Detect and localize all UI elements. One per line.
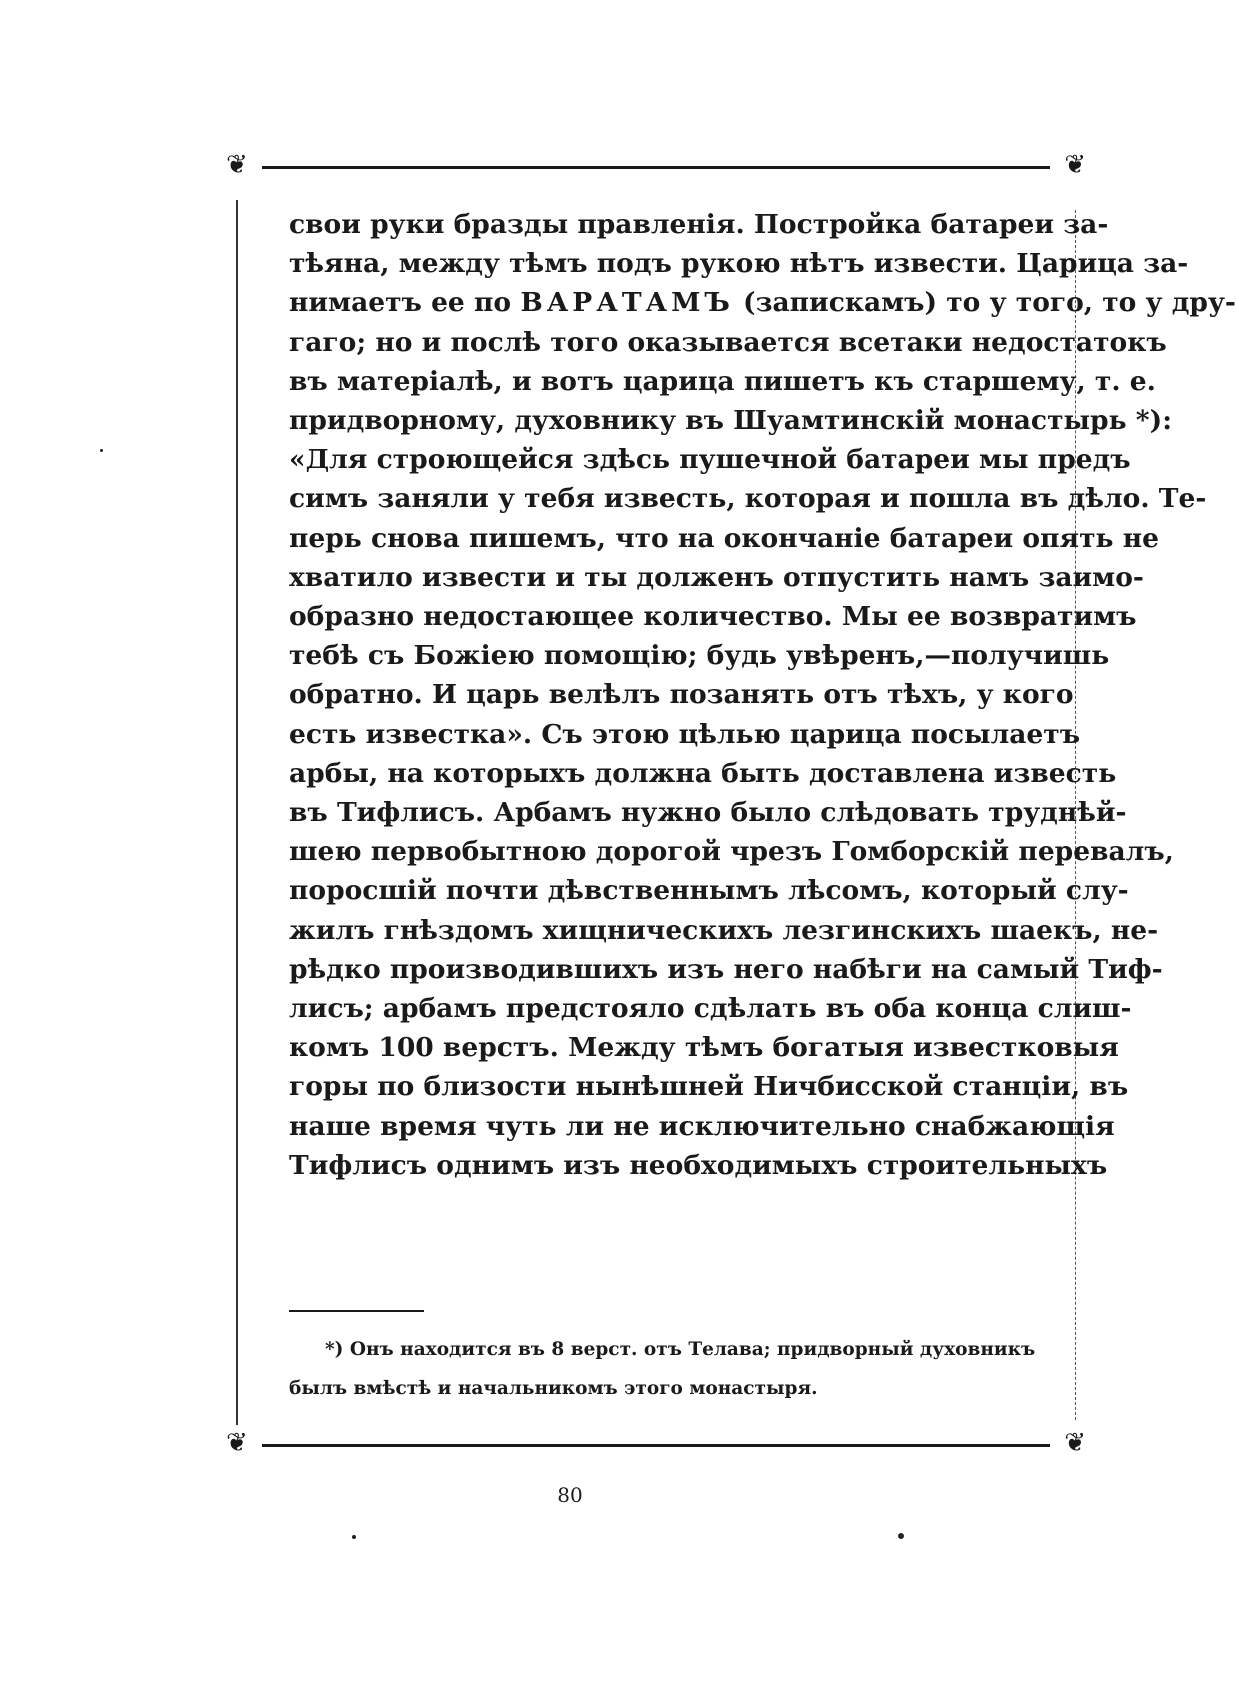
body-line: образно недостающее количество. Мы ее возвратимъ [289,601,1137,633]
body-line: придворному, духовнику въ Шуамтинскій монастырь *): [289,405,1172,437]
body-line: наше время чуть ли не исключительно снабжающія [289,1110,1115,1142]
body-line: шею первобытною дорогой чрезъ Гомборскій перевалъ, [289,836,1174,868]
scan-speck [352,1535,356,1539]
body-line: «Для строющейся здѣсь пушечной батареи мы предъ [289,444,1131,476]
footnote [289,1330,1035,1408]
body-line: въ матеріалѣ, и вотъ царица пишетъ къ старшему, т. е. [289,365,1156,397]
corner-ornament-icon: ❦ [1064,150,1086,180]
body-line: рѣдко производившихъ изъ него набѣги на самый Тиф- [289,953,1163,985]
body-line: тебѣ съ Божіею помощію; будь увѣренъ,—получишь [289,640,1110,672]
body-line: поросшій почти дѣвственнымъ лѣсомъ, который слу- [289,875,1129,907]
body-text [289,205,1236,1185]
body-line: арбы, на которыхъ должна быть доставлена известь [289,757,1117,789]
body-line: въ Тифлисъ. Арбамъ нужно было слѣдовать труднѣй- [289,797,1127,829]
scan-speck [100,449,103,452]
body-line: обратно. И царь велѣлъ позанять отъ тѣхъ, у кого [289,679,1074,711]
body-line: нимаетъ ее по ВАРАТАМЪ (запискамъ) то у того, то у дру- [289,287,1236,319]
body-line: гаго; но и послѣ того оказывается всетаки недостатокъ [289,326,1167,358]
body-line: горы по близости нынѣшней Ничбисской станціи, въ [289,1071,1129,1103]
footnote-separator [289,1310,424,1312]
page-number: 80 [557,1483,583,1507]
corner-ornament-icon: ❦ [1064,1428,1086,1458]
footnote-line: былъ вмѣстѣ и начальникомъ этого монастыря. [289,1378,818,1399]
body-line: перь снова пишемъ, что на окончаніе батареи опять не [289,522,1159,554]
border-left-rule [236,200,238,1425]
corner-ornament-icon: ❦ [226,1428,248,1458]
body-line: симъ заняли у тебя известь, которая и пошла въ дѣло. Те- [289,483,1207,515]
body-line: хватило извести и ты долженъ отпустить намъ заимо- [289,561,1144,593]
scan-speck [898,1533,904,1539]
body-line: лисъ; арбамъ предстояло сдѣлать въ оба конца слиш- [289,993,1132,1025]
footnote-line: *) Онъ находится въ 8 верст. отъ Телава; придворный духовникъ [325,1339,1036,1360]
body-line: Тифлисъ однимъ изъ необходимыхъ строительныхъ [289,1149,1108,1181]
corner-ornament-icon: ❦ [226,150,248,180]
body-line: свои руки бразды правленія. Постройка батареи за- [289,209,1109,240]
body-line: тѣяна, между тѣмъ подъ рукою нѣтъ извести. Царица за- [289,248,1189,280]
body-line: жилъ гнѣздомъ хищническихъ лезгинскихъ шаекъ, не- [289,914,1159,946]
border-top-rule [262,166,1050,169]
body-line: есть известка». Съ этою цѣлью царица посылаетъ [289,718,1081,750]
body-line: комъ 100 верстъ. Между тѣмъ богатыя известковыя [289,1032,1119,1064]
border-bottom-rule [262,1444,1050,1447]
